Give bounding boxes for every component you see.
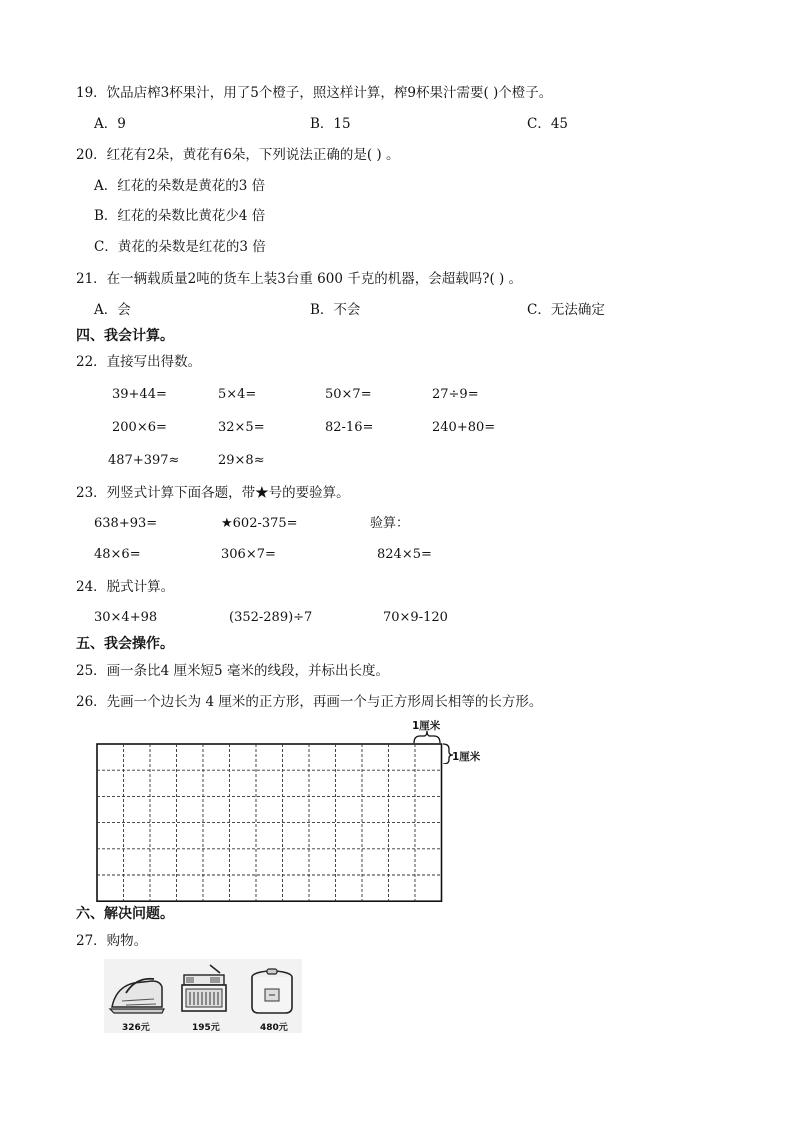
q20-option-a: A．红花的朵数是黄花的3 倍	[94, 178, 266, 194]
q19-option-a: A．9	[94, 116, 126, 132]
q22-expr: 5×4=	[218, 387, 257, 402]
q23-expr: 48×6=	[94, 547, 141, 562]
q23-expr-starred: ★602-375=	[221, 516, 298, 531]
q22-expr: 487+397≈	[108, 453, 180, 468]
q21-option-a: A．会	[94, 302, 131, 318]
price-iron: 326元	[122, 1023, 150, 1033]
price-radio: 195元	[192, 1023, 220, 1033]
q22-stem: 22．直接写出得数。	[76, 354, 202, 370]
q25-stem: 25．画一条比4 厘米短5 毫米的线段，并标出长度。	[76, 663, 389, 679]
q21-option-b: B．不会	[310, 302, 361, 318]
q26-stem: 26．先画一个边长为 4 厘米的正方形，再画一个与正方形周长相等的长方形。	[76, 694, 543, 710]
q23-check-label: 验算：	[370, 516, 410, 531]
q22-expr: 29×8≈	[218, 453, 265, 468]
q23-expr: 824×5=	[377, 547, 432, 562]
q27-stem: 27．购物。	[76, 933, 148, 949]
grid-lines	[96, 743, 444, 903]
q19-option-b: B．15	[310, 116, 351, 132]
q21-option-c: C．无法确定	[527, 302, 605, 318]
q20-option-c: C．黄花的朵数是红花的3 倍	[94, 239, 266, 255]
q21-stem: 21．在一辆载质量2吨的货车上装3台重 600 千克的机器，会超载吗?( ) 。	[76, 271, 523, 287]
q22-expr: 32×5=	[218, 420, 265, 435]
radio-icon	[180, 963, 228, 1017]
q24-expr: 70×9-120	[383, 610, 448, 625]
q22-expr: 50×7=	[325, 387, 372, 402]
q23-stem: 23．列竖式计算下面各题，带★号的要验算。	[76, 485, 350, 501]
square-grid[interactable]	[96, 743, 444, 907]
q23-expr: 638+93=	[94, 516, 158, 531]
section-heading-5: 五、我会操作。	[76, 636, 174, 652]
unit-label-right: 1厘米	[452, 751, 481, 763]
iron-icon	[108, 973, 166, 1017]
q20-stem: 20．红花有2朵，黄花有6朵，下列说法正确的是( ) 。	[76, 147, 400, 163]
q22-expr: 240+80=	[432, 420, 496, 435]
q20-option-b: B．红花的朵数比黄花少4 倍	[94, 208, 266, 224]
unit-label-top: 1厘米	[412, 720, 441, 732]
q22-expr: 82-16=	[325, 420, 374, 435]
q19-option-c: C．45	[527, 116, 569, 132]
q22-expr: 200×6=	[112, 420, 167, 435]
q23-expr: 306×7=	[221, 547, 276, 562]
q24-stem: 24．脱式计算。	[76, 579, 175, 595]
section-heading-6: 六、解决问题。	[76, 906, 174, 922]
q24-expr: (352-289)÷7	[229, 610, 313, 625]
q22-expr: 27÷9=	[432, 387, 479, 402]
rice-cooker-icon	[247, 967, 297, 1017]
q19-stem: 19．饮品店榨3杯果汁，用了5个橙子，照这样计算，榨9杯果汁需要( )个橙子。	[76, 85, 553, 101]
shopping-items-picture	[104, 959, 302, 1033]
price-rice-cooker: 480元	[260, 1023, 288, 1033]
q24-expr: 30×4+98	[94, 610, 158, 625]
q22-expr: 39+44=	[112, 387, 167, 402]
section-heading-4: 四、我会计算。	[76, 328, 174, 344]
